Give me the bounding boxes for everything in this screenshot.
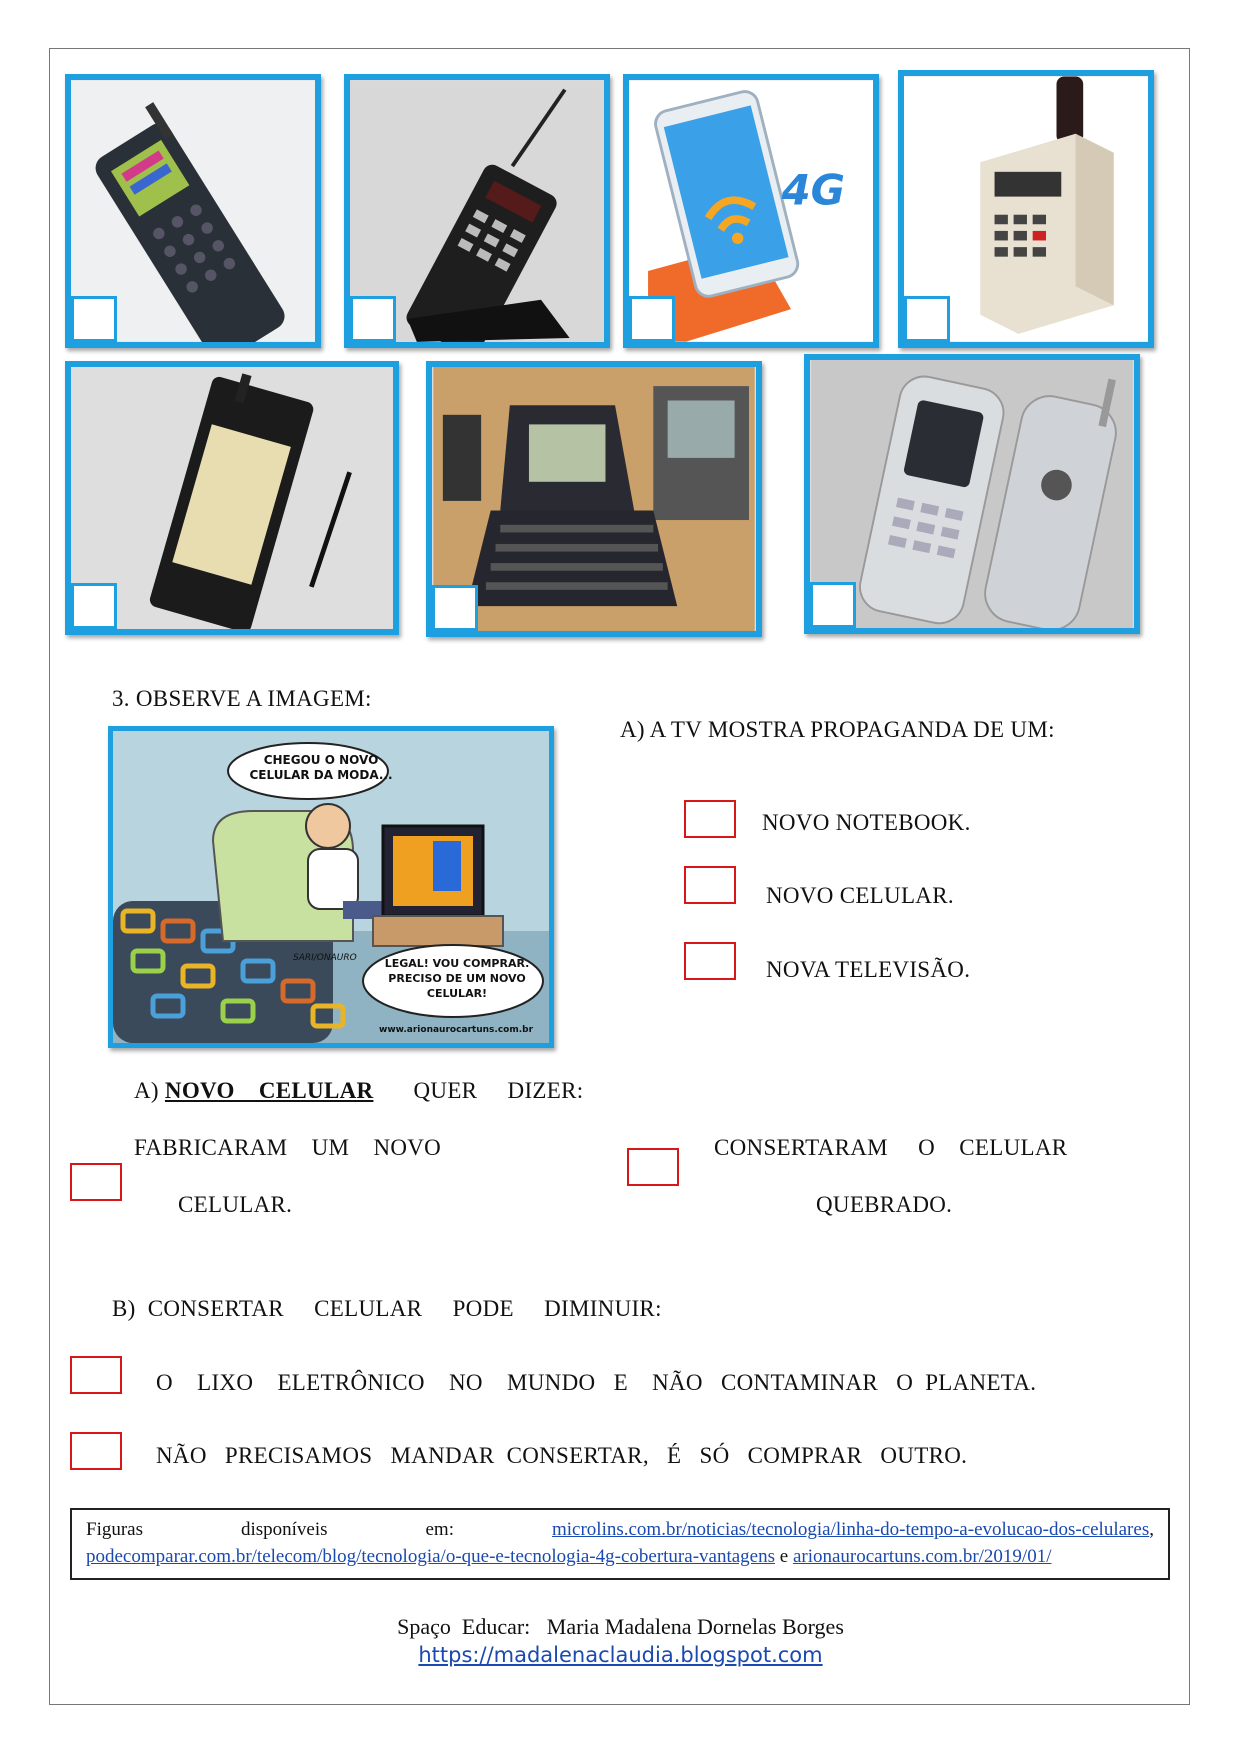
sources-link1-wrap	[552, 1516, 1154, 1543]
option-celular: NOVO CELULAR.	[766, 883, 954, 908]
answer-box[interactable]	[432, 585, 478, 631]
cartoon-site: www.arionaurocartuns.com.br	[379, 1025, 534, 1035]
checkbox-televisao[interactable]	[684, 942, 736, 980]
cartoon-speech-top: CHEGOU O NOVO CELULAR DA MODA...	[249, 753, 393, 782]
source-link-arionauro[interactable]: arionaurocartuns.com.br/2019/01/	[792, 1546, 1052, 1567]
answer-box[interactable]	[904, 296, 950, 342]
source-link-podecomparar[interactable]: podecomparar.com.br/telecom/blog/tecnologia/o-que-e-tecnologia-4g-cobertura-vantagens	[86, 1546, 775, 1567]
photo-6	[426, 361, 762, 637]
footer-blog-link[interactable]: https://madalenaclaudia.blogspot.com	[418, 1643, 823, 1667]
photo-1	[65, 74, 321, 348]
question-b-prompt	[134, 1078, 583, 1104]
photo-3	[623, 74, 879, 348]
option-comprar: NÃO PRECISAMOS MANDAR CONSERTAR, É SÓ COMPRAR OUTRO.	[156, 1443, 968, 1468]
answer-box[interactable]	[350, 296, 396, 342]
photo-5	[65, 361, 399, 635]
question-b-suffix: QUER DIZER:	[413, 1078, 584, 1103]
sources-box	[70, 1508, 1170, 1580]
answer-box[interactable]	[71, 583, 117, 629]
phone-pda-stylus-icon	[71, 367, 393, 629]
photo-7	[804, 354, 1140, 634]
footer-author: Spaço Educar: Maria Madalena Dornelas Borges	[397, 1614, 844, 1639]
option-fabricaram-line2: CELULAR.	[178, 1192, 293, 1217]
checkbox-celular[interactable]	[684, 866, 736, 904]
option-televisao: NOVA TELEVISÃO.	[766, 957, 971, 982]
source-link-microlins[interactable]: microlins.com.br/noticias/tecnologia/linha-do-tempo-a-evolucao-dos-celulares	[551, 1519, 1150, 1540]
option-notebook: NOVO NOTEBOOK.	[762, 810, 971, 835]
question-a-prompt: A) A TV MOSTRA PROPAGANDA DE UM:	[620, 717, 1055, 742]
sources-word-disponiveis: disponíveis	[240, 1519, 328, 1540]
photo-2	[344, 74, 610, 348]
phone-silver-antenna-icon	[810, 360, 1134, 628]
phone-communicator-keyboard-icon	[432, 367, 756, 631]
sources-and: e	[775, 1546, 793, 1567]
option-consertaram-line2: QUEBRADO.	[816, 1192, 953, 1217]
answer-box[interactable]	[629, 296, 675, 342]
sources-comma: ,	[1149, 1519, 1154, 1540]
svg-text:4G: 4G	[781, 165, 846, 215]
option-fabricaram-line1: FABRICARAM UM NOVO	[134, 1135, 442, 1160]
question-b-prefix: A)	[134, 1078, 165, 1103]
checkbox-notebook[interactable]	[684, 800, 736, 838]
answer-box[interactable]	[71, 296, 117, 342]
answer-box[interactable]	[810, 582, 856, 628]
checkbox-consertaram[interactable]	[627, 1148, 679, 1186]
option-consertaram-line1: CONSERTARAM O CELULAR	[714, 1135, 1068, 1160]
cartoon-image	[108, 726, 554, 1048]
question-3-heading: 3. OBSERVE A IMAGEM:	[112, 686, 372, 711]
sources-line-2	[86, 1543, 1154, 1570]
question-b-term: NOVO CELULAR	[164, 1078, 374, 1103]
cartoon-speech-bottom: LEGAL! VOU COMPRAR. PRECISO DE UM NOVO CELULAR!	[384, 957, 530, 1000]
checkbox-lixo[interactable]	[70, 1356, 122, 1394]
checkbox-comprar[interactable]	[70, 1432, 122, 1470]
cartoon-signature: SARI/ONAURO	[293, 953, 357, 963]
photo-4	[898, 70, 1154, 348]
sources-word-figuras: Figuras	[86, 1519, 143, 1540]
sources-line-1	[86, 1516, 1154, 1543]
checkbox-fabricaram[interactable]	[70, 1163, 122, 1201]
question-c-prompt: B) CONSERTAR CELULAR PODE DIMINUIR:	[112, 1296, 662, 1321]
option-lixo: O LIXO ELETRÔNICO NO MUNDO E NÃO CONTAMINAR O PLANETA.	[156, 1370, 1037, 1395]
sources-word-em: em:	[425, 1519, 454, 1540]
